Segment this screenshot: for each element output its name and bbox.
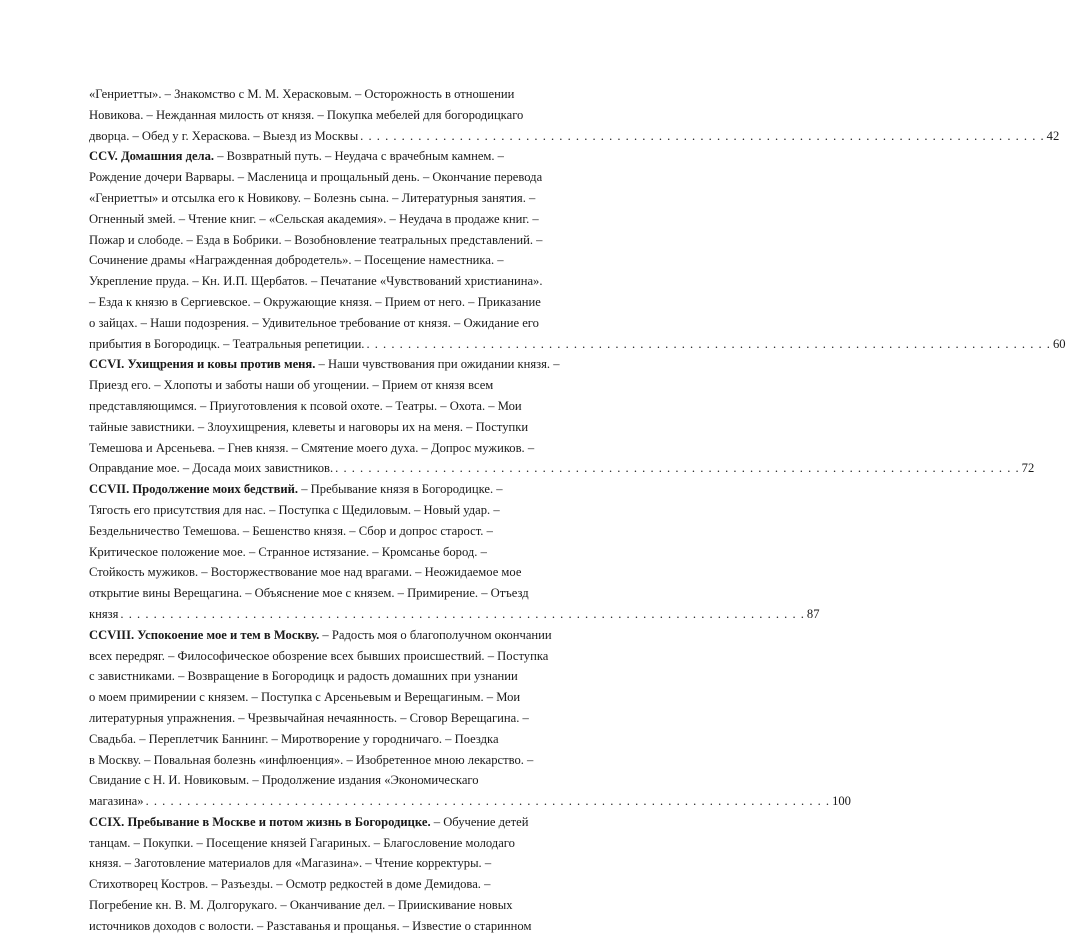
toc-line-text [89,711,529,725]
toc-line-text [89,357,560,371]
page-number: 87 [806,606,820,621]
toc-text: прибытия в Богородицк. – Театральныя репетиции. [89,336,365,351]
toc-line-text [89,669,518,683]
toc-line-text [89,836,515,850]
toc-line-text [89,295,541,309]
dot-leader: . . . . . . . . . . . . . . . . . . . . . . . . . . . . . . . . . . . . . . . . . . . . . . . . . . . . . . . . . . . . . . . . . . . . . . . . . . . . . . . . . . . [366,336,1051,351]
toc-line [89,375,548,396]
chapter-heading: CCIX. Пребывание в Москве и потом жизнь в Богородицке. [89,814,431,829]
toc-text: Новикова. – Нежданная милость от князя. – Покупка мебелей для богородицкаго [89,107,524,122]
toc-text: Тягость его присутствия для нас. – Поступка с Щедиловым. – Новый удар. – [89,502,500,517]
page-number: 42 [1046,128,1060,143]
toc-line [89,812,548,833]
toc-line-text [89,482,503,496]
toc-text: – Пребывание князя в Богородицке. – [298,482,503,497]
toc-line [89,895,548,916]
toc-line-text [89,212,539,226]
toc-line [89,334,1066,355]
toc-line [89,438,548,459]
toc-entry [89,812,548,937]
toc-line [89,770,548,791]
toc-text: источников доходов с волости. – Разставанья и прощанья. – Известие о старинном [89,918,532,933]
toc-line-text [89,877,490,891]
toc-text: Рождение дочери Варвары. – Масленица и прощальный день. – Окончание перевода [89,170,543,185]
toc-line [89,209,548,230]
toc-line [89,604,820,625]
toc-entry [89,146,1066,354]
toc-text: дворца. – Обед у г. Хераскова. – Выезд из Москвы [89,128,359,143]
toc-line-text [89,87,514,101]
toc-line-text [89,628,552,642]
toc-line-text [89,126,358,147]
toc-line-text [89,586,529,600]
toc-line [89,521,548,542]
toc-text: танцам. – Покупки. – Посещение князей Гагариных. – Благословение молодаго [89,835,515,850]
toc-line [89,458,1035,479]
toc-line [89,479,548,500]
toc-entry [89,354,1035,479]
toc-line-text [89,316,539,330]
toc-line-text [89,773,479,787]
toc-line-text [89,378,493,392]
toc-text: Огненный змей. – Чтение книг. – «Сельская академия». – Неудача в продаже книг. – [89,211,539,226]
dot-leader: . . . . . . . . . . . . . . . . . . . . . . . . . . . . . . . . . . . . . . . . . . . . . . . . . . . . . . . . . . . . . . . . . . . . . . . . . . . . . . . . . . . [145,794,831,809]
toc-text: Погребение кн. В. М. Долгорукаго. – Оканчивание дел. – Приискивание новых [89,898,513,913]
toc-line [89,396,548,417]
page-number: 60 [1052,336,1066,351]
toc-line [89,126,1060,147]
toc-text: Критическое положение мое. – Странное истязание. – Кромсанье бород. – [89,544,487,559]
toc-text: «Генриетты». – Знакомство с М. М. Херасковым. – Осторожность в отношении [89,87,515,101]
toc-line [89,292,548,313]
toc-text: – Обучение детей [430,814,529,829]
toc-line-text [89,524,493,538]
toc-line [89,646,548,667]
toc-line [89,167,548,188]
toc-line [89,105,548,126]
toc-text: Сочинение драмы «Награжденная добродетель». – Посещение наместника. – [89,253,504,268]
toc-line-text [89,856,491,870]
page-number: 72 [1021,461,1035,476]
toc-text: открытие вины Верещагина. – Объяснение мое с князем. – Примирение. – Отъезд [89,586,529,601]
toc-line [89,230,548,251]
toc-text: Свадьба. – Переплетчик Баннинг. – Миротворение у городничаго. – Поездка [89,731,499,746]
toc-text: «Генриетты» и отсылка его к Новикову. – Болезнь сына. – Литературныя занятия. – [89,190,536,205]
toc-entry [89,625,851,812]
toc-line [89,791,851,812]
toc-text: – Радость моя о благополучном окончании [319,627,552,642]
toc-line-text [89,441,534,455]
toc-line [89,313,548,334]
toc-text: Свидание с Н. И. Новиковым. – Продолжение издания «Экономическаго [89,773,479,788]
chapter-heading: CCVI. Ухищрения и ковы против меня. [89,357,316,372]
toc-text: – Езда к князю в Сергиевское. – Окружающие князя. – Прием от него. – Приказание [89,294,541,309]
toc-line [89,417,548,438]
chapter-heading: CCV. Домашния дела. [89,149,215,164]
toc-text: о зайцах. – Наши подозрения. – Удивительное требование от князя. – Ожидание его [89,315,539,330]
toc-text: Пожар и слободе. – Езда в Бобрики. – Возобновление театральных представлений. – [89,232,543,247]
toc-line [89,853,548,874]
toc-line [89,583,548,604]
toc-line-text [89,690,520,704]
toc-line-text [89,898,513,912]
toc-text: Укрепление пруда. – Кн. И.П. Щербатов. – Печатание «Чувствований христианина». [89,274,543,289]
toc-line-text [89,170,542,184]
toc-line [89,250,548,271]
toc-text: тайные завистники. – Злоухищрения, клеветы и наговоры их на меня. – Поступки [89,419,529,434]
toc-line-text [89,420,528,434]
chapter-heading: CCVII. Продолжение моих бедствий. [89,482,299,497]
toc-text: о моем примирении с князем. – Поступка с Арсеньевым и Верещагиным. – Мои [89,690,521,705]
toc-line [89,833,548,854]
toc-line-text [89,919,531,933]
toc-line-text [89,149,504,163]
toc-line-text [89,191,535,205]
table-of-contents [89,84,1066,937]
toc-line-text [89,649,548,663]
toc-line [89,750,548,771]
toc-line-text [89,753,533,767]
dot-leader: . . . . . . . . . . . . . . . . . . . . . . . . . . . . . . . . . . . . . . . . . . . . . . . . . . . . . . . . . . . . . . . . . . . . . . . . . . . . . . . . . . . [360,128,1045,143]
toc-line [89,146,548,167]
toc-line [89,188,548,209]
dot-leader: . . . . . . . . . . . . . . . . . . . . . . . . . . . . . . . . . . . . . . . . . . . . . . . . . . . . . . . . . . . . . . . . . . . . . . . . . . . . . . . . . . . [120,606,805,621]
toc-line-text [89,334,364,355]
toc-line-text [89,604,118,625]
toc-line [89,625,552,646]
toc-line [89,542,548,563]
toc-text: в Москву. – Повальная болезнь «инфлюенция». – Изобретенное мною лекарство. – [89,752,534,767]
page-number: 100 [832,794,851,809]
toc-line-text [89,732,499,746]
toc-line [89,687,548,708]
toc-line-text [89,545,487,559]
toc-text: магазина» [89,794,144,809]
chapter-heading: CCVIII. Успокоение мое и тем в Москву. [89,627,320,642]
toc-line [89,84,548,105]
toc-line [89,562,548,583]
toc-entry [89,479,820,625]
toc-text: Приезд его. – Хлопоты и заботы наши об угощении. – Прием от князя всем [89,378,494,393]
toc-line-text [89,565,521,579]
toc-text: всех передряг. – Философическое обозрение всех бывших происшествий. – Поступка [89,648,549,663]
toc-entry [89,84,1060,146]
toc-text: литературныя упражнения. – Чрезвычайная нечаянность. – Сговор Верещагина. – [89,710,529,725]
toc-line [89,271,548,292]
toc-text: князя. – Заготовление материалов для «Магазина». – Чтение корректуры. – [89,856,492,871]
toc-line [89,666,548,687]
toc-text: представляющимся. – Приуготовления к псовой охоте. – Театры. – Охота. – Мои [89,398,522,413]
toc-line-text [89,399,522,413]
toc-text: Темешова и Арсеньева. – Гнев князя. – Смятение моего духа. – Допрос мужиков. – [89,440,535,455]
toc-line [89,354,560,375]
toc-text: Оправдание мое. – Досада моих завистников. [89,461,334,476]
toc-line-text [89,815,528,829]
toc-line-text [89,253,504,267]
toc-line-text [89,108,523,122]
toc-line [89,729,548,750]
toc-text: – Возвратный путь. – Неудача с врачебным камнем. – [214,149,504,164]
toc-line-text [89,274,543,288]
dot-leader: . . . . . . . . . . . . . . . . . . . . . . . . . . . . . . . . . . . . . . . . . . . . . . . . . . . . . . . . . . . . . . . . . . . . . . . . . . . . . . . . . . . [335,461,1020,476]
toc-text: князя [89,606,119,621]
toc-line [89,874,548,895]
toc-line [89,708,548,729]
toc-line-text [89,791,144,812]
toc-line [89,916,548,937]
toc-text: с завистниками. – Возвращение в Богородицк и радость домашних при узнании [89,669,518,684]
toc-line-text [89,458,333,479]
toc-line-text [89,503,500,517]
toc-text: Бездельничество Темешова. – Бешенство князя. – Сбор и допрос старост. – [89,523,493,538]
toc-text: Стойкость мужиков. – Восторжествование мое над врагами. – Неожидаемое мое [89,565,522,580]
toc-text: Стихотворец Костров. – Разъезды. – Осмотр редкостей в доме Демидова. – [89,877,491,892]
toc-line-text [89,233,542,247]
toc-text: – Наши чувствования при ожидании князя. – [315,357,560,372]
toc-line [89,500,548,521]
